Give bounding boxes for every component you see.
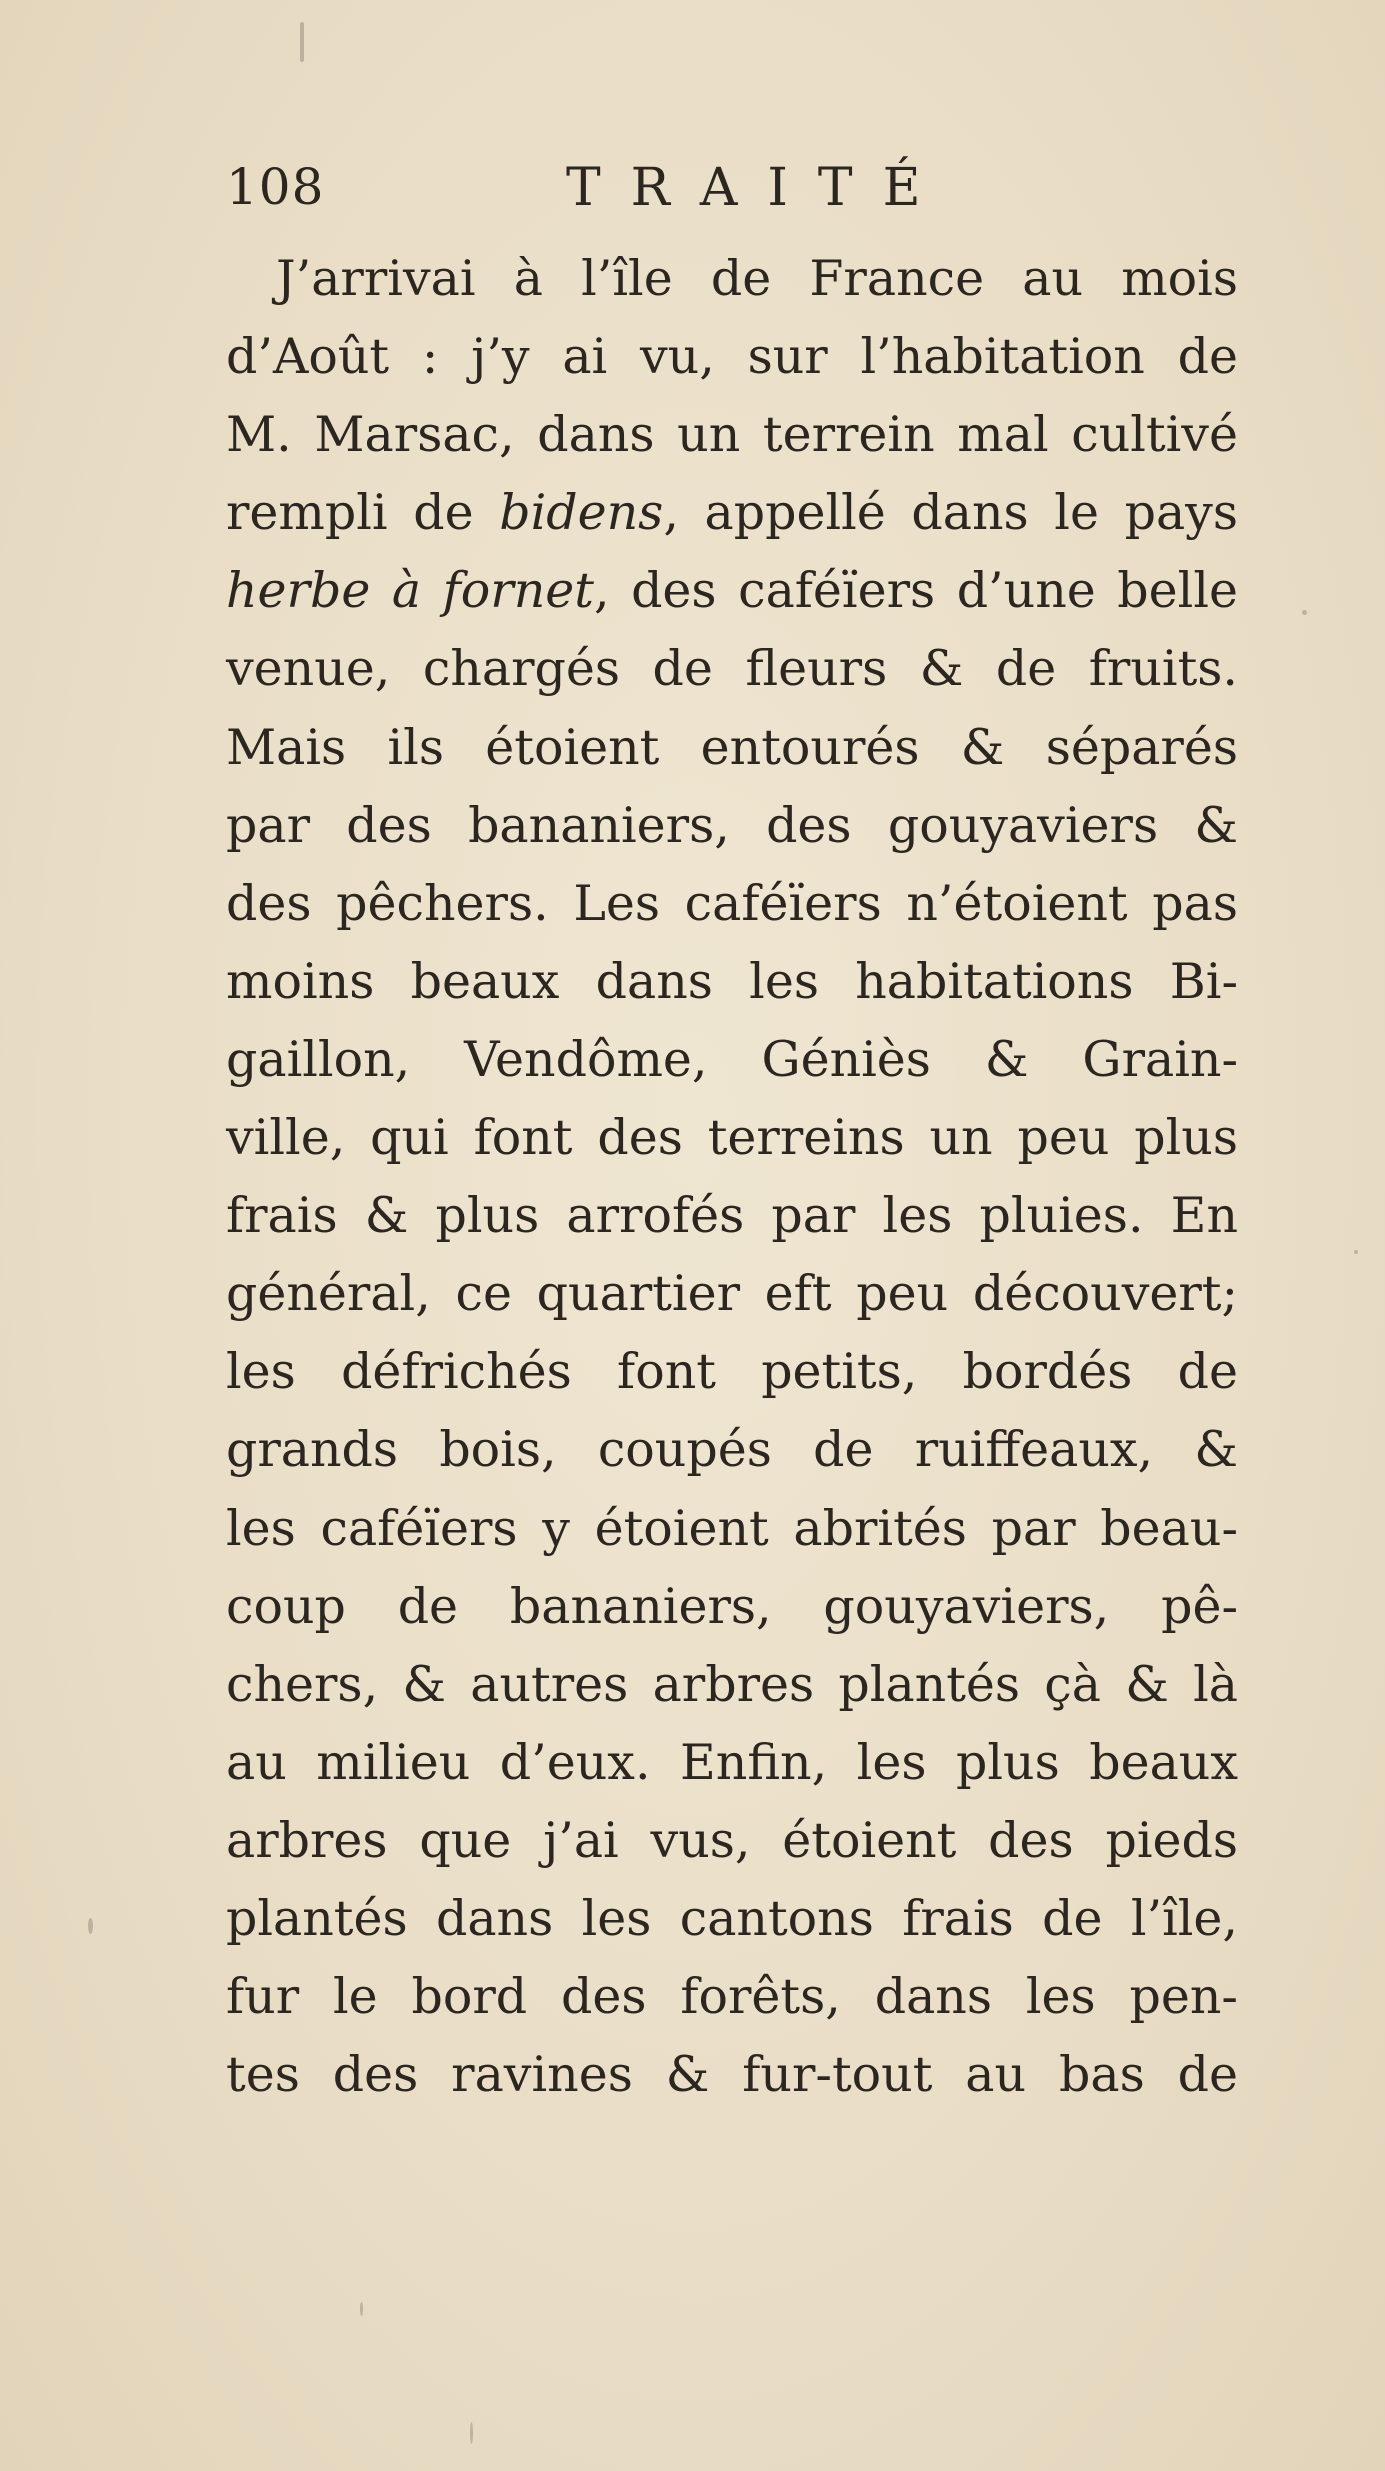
text-line: herbe à fornet, des caféïers d’une belle	[226, 562, 1238, 620]
text-line: M. Marsac, dans un terrein mal cultivé	[226, 406, 1238, 464]
paper-speck	[88, 1918, 93, 1934]
text-line: venue, chargés de fleurs & de fruits.	[226, 640, 1238, 698]
text-line: frais & plus arrofés par les pluies. En	[226, 1187, 1238, 1245]
text-line: fur le bord des forêts, dans les pen-	[226, 1968, 1238, 2026]
text-line: coup de bananiers, gouyaviers, pê-	[226, 1577, 1238, 1635]
text-line: Mais ils étoient entourés & séparés	[226, 718, 1238, 776]
text-line: par des bananiers, des gouyaviers &	[226, 796, 1238, 854]
text-line: général, ce quartier eft peu découvert;	[226, 1265, 1238, 1323]
text-line: les défrichés font petits, bordés de	[226, 1343, 1238, 1401]
text-line: rempli de bidens, appellé dans le pays	[226, 484, 1238, 542]
text-line: des pêchers. Les caféïers n’étoient pas	[226, 874, 1238, 932]
paper-speck	[360, 2302, 363, 2316]
paper-speck	[470, 2422, 473, 2444]
italic-term: herbe à fornet	[226, 562, 594, 620]
text-line: au milieu d’eux. Enfin, les plus beaux	[226, 1733, 1238, 1791]
text-line: tes des ravines & fur-tout au bas de	[226, 2046, 1238, 2104]
text-line: plantés dans les cantons frais de l’île,	[226, 1889, 1238, 1947]
text-line: moins beaux dans les habitations Bi-	[226, 952, 1238, 1010]
running-title: TRAITÉ	[566, 158, 951, 218]
text-line: d’Août : j’y ai vu, sur l’habitation de	[226, 328, 1238, 386]
text-line: ville, qui font des terreins un peu plus	[226, 1109, 1238, 1167]
text-line: grands bois, coupés de ruiffeaux, &	[226, 1421, 1238, 1479]
text-line: gaillon, Vendôme, Géniès & Grain-	[226, 1030, 1238, 1088]
paper-speck	[1302, 610, 1307, 615]
text-line: J’arrivai à l’île de France au mois	[276, 250, 1238, 307]
page-number: 108	[226, 158, 325, 216]
paper-speck	[1354, 1250, 1358, 1254]
text-line: chers, & autres arbres plantés çà & là	[226, 1655, 1238, 1713]
page-header	[226, 158, 1236, 228]
italic-term: bidens	[499, 484, 664, 542]
body-text	[226, 240, 1238, 2114]
text-line: les caféïers y étoient abrités par beau-	[226, 1499, 1238, 1557]
paper-speck	[300, 22, 304, 62]
text-line: arbres que j’ai vus, étoient des pieds	[226, 1811, 1238, 1869]
